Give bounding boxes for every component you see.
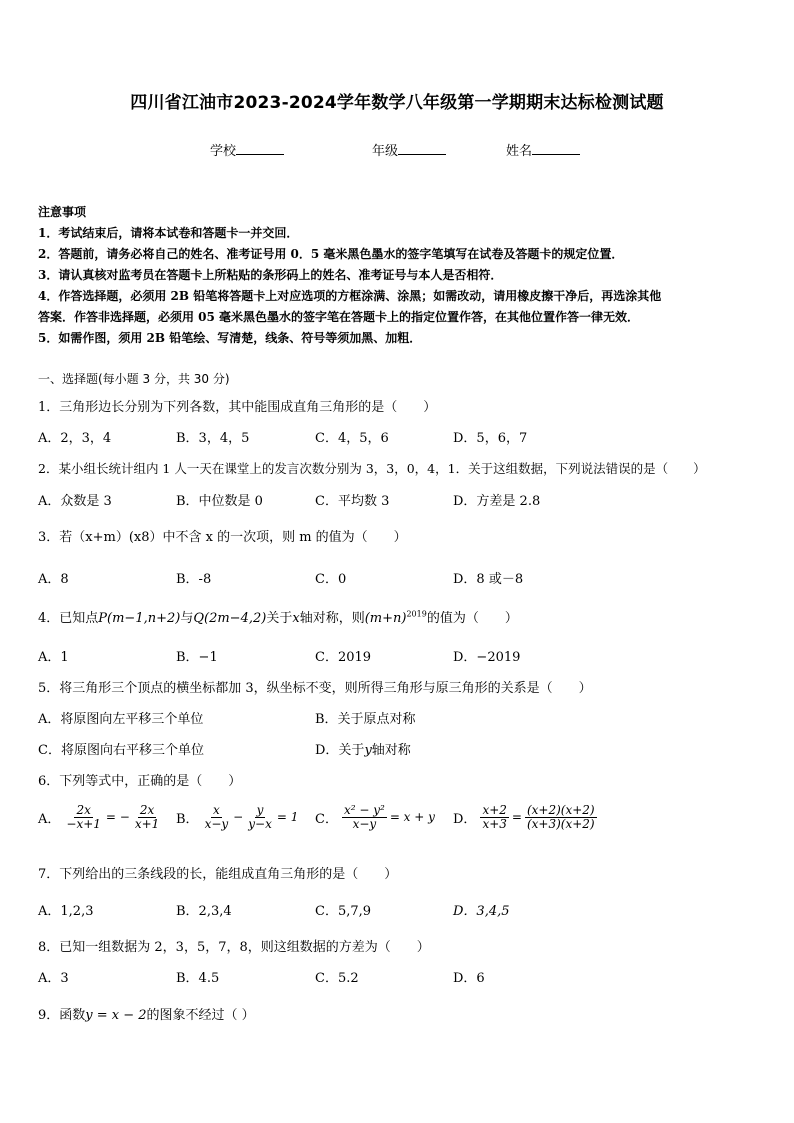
denominator: x+1: [134, 816, 160, 831]
q6-b-frac-1: [203, 804, 231, 830]
q5-option-a[interactable]: A．将原图向左平移三个单位: [38, 712, 204, 727]
q6-a-frac-2: [133, 804, 161, 830]
q4-text: 关于: [266, 611, 293, 626]
q9-function: y = x − 2: [85, 1008, 147, 1023]
name-field[interactable]: [506, 140, 580, 159]
q2-option-b[interactable]: B．中位数是 0: [176, 494, 263, 509]
section-heading: 一、选择题(每小题 3 分，共 30 分): [38, 372, 230, 386]
q6-b-operator: −: [233, 810, 244, 825]
question-1-stem: 1．三角形边长分别为下列各数，其中能围成直角三角形的是（ ）: [38, 400, 437, 415]
school-label: 学校: [210, 144, 237, 159]
q3-option-a[interactable]: A．8: [38, 572, 69, 587]
grade-blank[interactable]: [398, 142, 446, 155]
notes-heading: 注意事项: [38, 205, 87, 219]
q3-option-d[interactable]: D．8 或－8: [453, 572, 524, 587]
denominator: x−y: [352, 816, 377, 831]
q4-point-q: Q(2m−4,2): [193, 611, 267, 626]
school-blank[interactable]: [236, 142, 284, 155]
question-5-stem: 5．将三角形三个顶点的横坐标都加 3，纵坐标不变，则所得三角形与原三角形的关系是（ ）: [38, 681, 592, 696]
q1-option-c[interactable]: C．4，5，6: [315, 431, 389, 446]
q6-b-result: = 1: [276, 810, 299, 825]
q5-option-d[interactable]: [315, 739, 411, 758]
name-blank[interactable]: [532, 142, 580, 155]
q1-option-d[interactable]: D．5，6，7: [453, 431, 528, 446]
q5-option-d-text: D．关于: [315, 743, 365, 758]
q9-text: 9．函数: [38, 1008, 86, 1023]
q2-option-d[interactable]: D．方差是 2.8: [453, 494, 541, 509]
note-item: 2．答题前，请务必将自己的姓名、准考证号用 0．5 毫米黑色墨水的签字笔填写在试卷及答题卡的规定位置．: [38, 247, 624, 261]
q4-option-c[interactable]: C．2019: [315, 650, 372, 665]
q1-option-a[interactable]: A．2，3，4: [38, 431, 112, 446]
denominator: (x+3)(x+2): [526, 816, 595, 831]
q6-a-operator: = −: [105, 810, 130, 825]
q4-text: 轴对称，则: [299, 611, 365, 626]
q9-text: 的图象不经过（ ）: [146, 1008, 255, 1023]
note-item: 5．如需作图，须用 2B 铅笔绘、写清楚，线条、符号等须加黑、加粗．: [38, 331, 422, 345]
q6-label-b: B．: [176, 811, 199, 827]
q1-option-b[interactable]: B．3，4，5: [176, 431, 250, 446]
note-item: 答案．作答非选择题，必须用 05 毫米黑色墨水的签字笔在答题卡上的指定位置作答，在其他位置作答一律无效．: [38, 310, 640, 324]
denominator: −x+1: [66, 816, 101, 831]
denominator: y−x: [248, 816, 272, 831]
denominator: x−y: [204, 816, 229, 831]
numerator: x² − y²: [343, 803, 385, 817]
q7-option-a[interactable]: A．1,2,3: [38, 904, 94, 919]
q6-c-frac-1: [342, 804, 387, 830]
q8-option-d[interactable]: D．6: [453, 971, 485, 986]
note-item: 1．考试结束后，请将本试卷和答题卡一并交回．: [38, 226, 299, 240]
note-item: 4．作答选择题，必须用 2B 铅笔将答题卡上对应选项的方框涂满、涂黑；如需改动，请用橡皮擦干净后，再选涂其他: [38, 289, 662, 303]
q2-option-a[interactable]: A．众数是 3: [38, 494, 112, 509]
q4-text: 的值为（ ）: [426, 611, 518, 626]
q5-option-b[interactable]: B．关于原点对称: [315, 712, 416, 727]
numerator: x+2: [482, 803, 507, 817]
q6-b-frac-2: [246, 804, 274, 830]
denominator: x+3: [482, 816, 507, 831]
page-title: 四川省江油市2023-2024学年数学八年级第一学期期末达标检测试题: [130, 93, 664, 113]
q6-option-d[interactable]: [453, 804, 597, 830]
note-item: 3．请认真核对监考员在答题卡上所粘贴的条形码上的姓名、准考证号与本人是否相符．: [38, 268, 503, 282]
q4-option-b[interactable]: B．−1: [176, 650, 218, 665]
q3-option-b[interactable]: B．-8: [176, 572, 212, 587]
question-8-stem: 8．已知一组数据为 2，3，5，7，8，则这组数据的方差为（ ）: [38, 940, 430, 955]
q4-axis-var: x: [292, 611, 300, 626]
name-label: 姓名: [506, 144, 533, 159]
q5-var-y: y: [364, 743, 372, 758]
q7-option-d[interactable]: D．3,4,5: [453, 904, 510, 919]
q7-option-b[interactable]: B．2,3,4: [176, 904, 232, 919]
numerator: y: [256, 803, 264, 817]
numerator: (x+2)(x+2): [526, 803, 595, 817]
q6-option-a[interactable]: [38, 804, 161, 830]
q6-option-b[interactable]: [176, 804, 298, 830]
question-6-stem: 6．下列等式中，正确的是（ ）: [38, 774, 242, 789]
grade-label: 年级: [372, 144, 399, 159]
q6-a-frac-1: [64, 804, 103, 830]
q7-option-c[interactable]: C．5,7,9: [315, 904, 372, 919]
q6-label-a: A．: [38, 811, 61, 827]
q5-option-c[interactable]: C．将原图向右平移三个单位: [38, 743, 204, 758]
q4-point-p: P(m−1,n+2): [98, 611, 181, 626]
q6-d-frac-2: [525, 804, 597, 830]
grade-field[interactable]: [372, 140, 446, 159]
q4-expression: (m+n): [364, 611, 407, 626]
q6-label-d: D．: [453, 811, 477, 827]
q6-d-operator: =: [511, 810, 522, 825]
q2-option-c[interactable]: C．平均数 3: [315, 494, 390, 509]
numerator: 2x: [76, 803, 91, 817]
q8-option-c[interactable]: C．5.2: [315, 971, 359, 986]
question-2-stem: 2．某小组长统计组内 1 人一天在课堂上的发言次数分别为 3，3，0，4，1．关于这组数据，下列说法错误的是（ ）: [38, 461, 706, 476]
q4-text: 与: [180, 611, 194, 626]
q6-d-frac-1: [480, 804, 508, 830]
q6-option-c[interactable]: [315, 804, 435, 830]
q4-exponent: 2019: [406, 609, 427, 619]
q6-label-c: C．: [315, 811, 338, 827]
q8-option-a[interactable]: A．3: [38, 971, 69, 986]
question-7-stem: 7．下列给出的三条线段的长，能组成直角三角形的是（ ）: [38, 867, 398, 882]
q4-text: 4．已知点: [38, 611, 99, 626]
school-field[interactable]: [210, 140, 284, 159]
q6-c-result: = x + y: [389, 810, 435, 825]
question-4-stem: [38, 607, 518, 626]
numerator: x: [212, 803, 220, 817]
numerator: 2x: [139, 803, 155, 817]
q8-option-b[interactable]: B．4.5: [176, 971, 220, 986]
q3-option-c[interactable]: C．0: [315, 572, 347, 587]
question-9-stem: [38, 1004, 255, 1023]
q4-option-d[interactable]: D．−2019: [453, 650, 521, 665]
question-3-stem: 3．若（x+m）(x8）中不含 x 的一次项，则 m 的值为（ ）: [38, 530, 407, 545]
q5-option-d-tail: 轴对称: [371, 743, 411, 758]
q4-option-a[interactable]: A．1: [38, 650, 69, 665]
